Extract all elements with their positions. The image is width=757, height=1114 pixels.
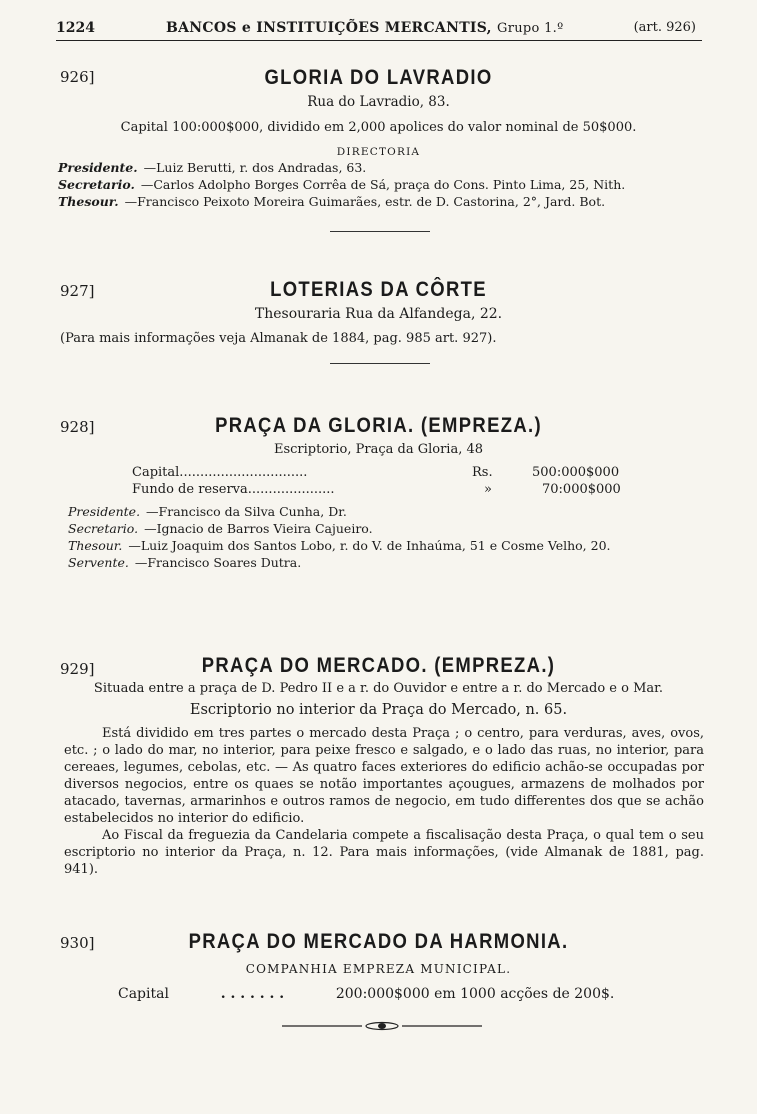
board-member (68, 503, 611, 520)
capital-value: 200:000$000 em 1000 acções de 200$. (335, 986, 615, 1002)
entry-address: Escriptorio, Praça da Gloria, 48 (273, 442, 484, 457)
section-divider (330, 363, 430, 364)
section-divider (330, 231, 430, 232)
role-person: —Carlos Adolpho Borges Corrêa de Sá, praça do Cons. Pinto Lima, 25, Nith. (140, 177, 626, 192)
role-title: Secretario. (68, 521, 139, 536)
entry-name: PRAÇA DO MERCADO. (EMPREZA.) (201, 654, 556, 677)
entry-address: Rua do Lavradio, 83. (307, 94, 450, 110)
entry-name: LOTERIAS DA CÔRTE (270, 278, 487, 301)
fund-currency: Rs. (472, 465, 493, 480)
entry-description (64, 725, 704, 878)
entry-name: PRAÇA DO MERCADO DA HARMONIA. (188, 930, 569, 953)
board-member (68, 537, 611, 554)
description-paragraph: Ao Fiscal da freguezia da Candelaria compete a fiscalisação desta Praça, o qual tem o seu escriptorio no interior da Praça, n. 12. Para mais informações, (vide Almanak de 1881, pag. 941). (64, 828, 704, 877)
board-member (58, 159, 625, 176)
board-member (58, 193, 625, 210)
entry-address: Escriptorio no interior da Praça do Mercado, n. 65. (189, 702, 568, 718)
role-person: —Luiz Berutti, r. dos Andradas, 63. (143, 160, 367, 175)
header-group: Grupo 1.º (497, 21, 564, 36)
role-title: Thesour. (58, 194, 119, 209)
description-paragraph: Está dividido em tres partes o mercado desta Praça ; o centro, para verduras, aves, ovos, etc. ; o lado do mar, no interior, para peixe fresco e salgado, e o lado das ruas, no interior, para cereaes, legumes, cebolas, etc. — As quatro faces exteriores do edificio achão-se occupadas por diversos negocios, entre os quaes se notão importantes açougues, armazens de molhados por atacado, tavernas, armarinhos e outros ramos de negocio, em tudo differentes dos que se achão estabelecidos no interior do edificio. (64, 726, 704, 826)
article-number: 930] (60, 934, 95, 952)
role-title: Presidente. (58, 160, 138, 175)
role-person: —Francisco Peixoto Moreira Guimarães, estr. de D. Castorina, 2°, Jard. Bot. (124, 194, 606, 209)
fund-label: Capital............................... (132, 465, 308, 480)
article-number: 926] (60, 68, 95, 86)
entry-address: Thesouraria Rua da Alfandega, 22. (254, 306, 503, 322)
fund-value: 70:000$000 (542, 482, 621, 497)
board-list (68, 503, 611, 571)
company-name: COMPANHIA EMPREZA MUNICIPAL. (245, 962, 512, 976)
capital-label: Capital (118, 986, 169, 1002)
board-list (58, 159, 625, 210)
board-member (68, 520, 611, 537)
role-person: —Francisco da Silva Cunha, Dr. (146, 504, 347, 519)
entry-capital: Capital 100:000$000, dividido em 2,000 apolices do valor nominal de 50$000. (120, 120, 637, 135)
entry-location: Situada entre a praça de D. Pedro II e a r. do Ouvidor e entre a r. do Mercado e o Mar. (93, 681, 664, 696)
header-rule (56, 40, 702, 41)
ornamental-rule (282, 1020, 482, 1032)
entry-name: GLORIA DO LAVRADIO (264, 66, 493, 89)
capital-row (118, 986, 614, 1002)
entry-name: PRAÇA DA GLORIA. (EMPREZA.) (215, 414, 542, 437)
fund-label: Fundo de reserva..................... (132, 482, 335, 497)
header-article-ref: (art. 926) (633, 20, 696, 35)
article-number: 928] (60, 418, 95, 436)
role-title: Secretario. (58, 177, 135, 192)
fund-row (132, 482, 621, 497)
role-title: Presidente. (68, 504, 141, 519)
capital-leader-dots: . . . . . . . (220, 986, 285, 1002)
board-member (58, 176, 625, 193)
board-heading: DIRECTORIA (336, 146, 421, 158)
running-header (56, 20, 696, 40)
entry-note: (Para mais informações veja Almanak de 1884, pag. 985 art. 927). (60, 331, 497, 346)
role-person: —Ignacio de Barros Vieira Cajueiro. (144, 521, 373, 536)
role-title: Thesour. (68, 538, 123, 553)
role-title: Servente. (68, 555, 129, 570)
page-number: 1224 (56, 20, 95, 36)
role-person: —Luiz Joaquim dos Santos Lobo, r. do V. de Inhaúma, 51 e Cosme Velho, 20. (128, 538, 611, 553)
fund-currency: » (484, 482, 492, 497)
role-person: —Francisco Soares Dutra. (134, 555, 302, 570)
header-title (166, 20, 564, 36)
header-title-text: BANCOS e INSTITUIÇÕES MERCANTIS, (166, 20, 492, 36)
article-number: 929] (60, 660, 95, 678)
article-number: 927] (60, 282, 95, 300)
board-member (68, 554, 611, 571)
fund-row (132, 465, 619, 480)
fund-value: 500:000$000 (532, 465, 620, 480)
ornament-center (378, 1023, 386, 1029)
